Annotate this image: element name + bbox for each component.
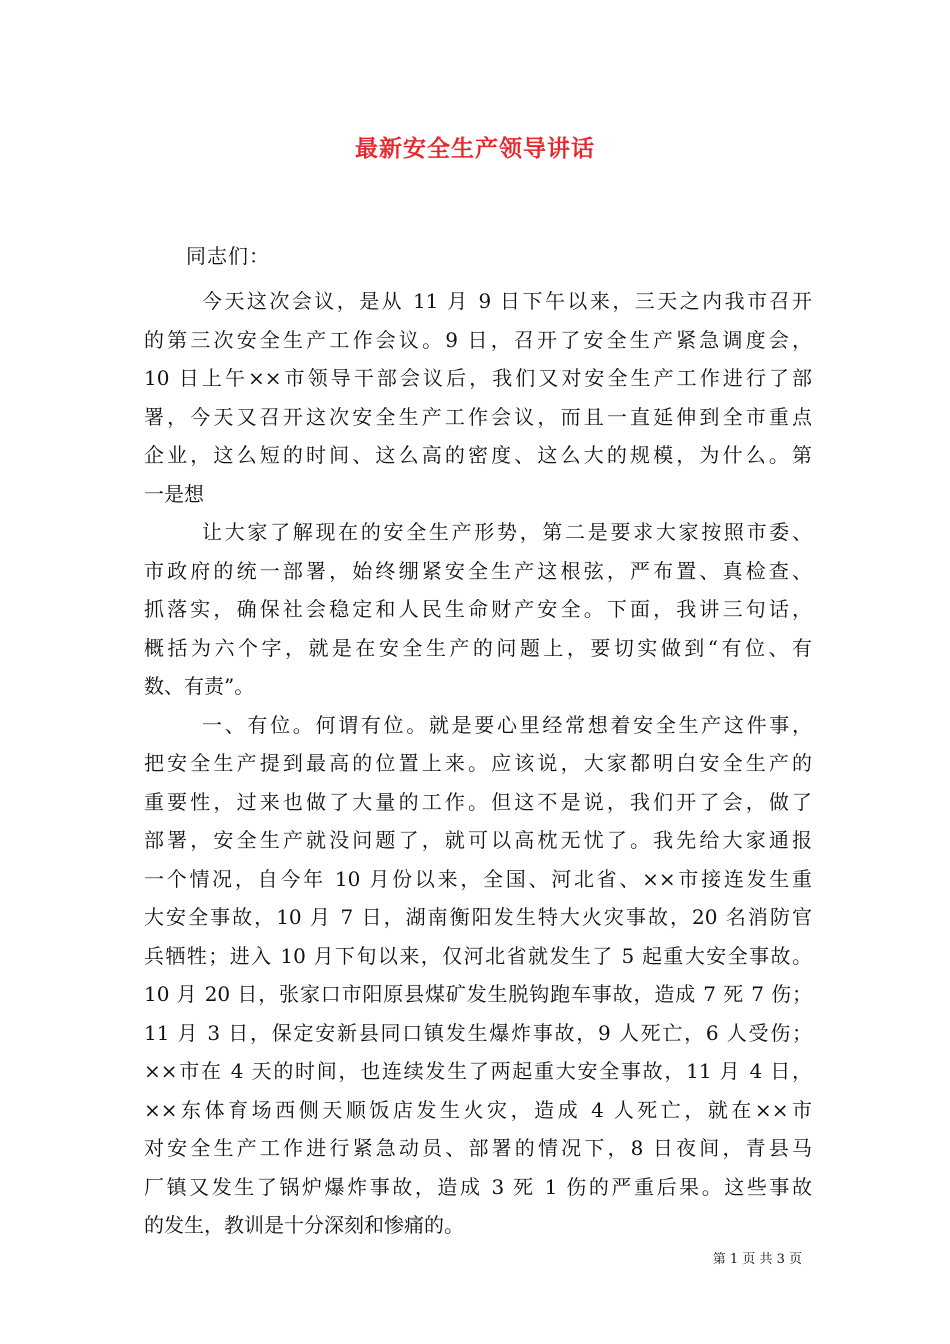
text-line: 重要性，过来也做了大量的工作。但这不是说，我们开了会，做了: [144, 789, 812, 814]
page-title: 最新安全生产领导讲话: [355, 135, 595, 162]
text-line: 企业，这么短的时间、这么高的密度、这么大的规模，为什么。第: [144, 443, 812, 467]
text-line: 的发生，教训是十分深刻和惨痛的。: [144, 1213, 464, 1237]
text-line: 一个情况，自今年 10 月份以来，全国、河北省、××市接连发生重: [144, 866, 812, 891]
body-text: [144, 282, 812, 1245]
text-line: 抓落实，确保社会稳定和人民生命财产安全。下面，我讲三句话，: [144, 597, 812, 621]
text-line: ××东体育场西侧天顺饭店发生火灾，造成 4 人死亡，就在××市: [144, 1097, 812, 1122]
text-line: 把安全生产提到最高的位置上来。应该说，大家都明白安全生产的: [144, 751, 812, 775]
text-line: 大安全事故，10 月 7 日，湖南衡阳发生特大火灾事故，20 名消防官: [144, 905, 812, 929]
text-line: 厂镇又发生了锅炉爆炸事故，造成 3 死 1 伤的严重后果。这些事故: [144, 1174, 812, 1199]
text-line: 署，今天又召开这次安全生产工作会议，而且一直延伸到全市重点: [144, 404, 812, 429]
text-line: 概括为六个字，就是在安全生产的问题上，要切实做到“有位、有: [144, 635, 812, 660]
text-line: 10 月 20 日，张家口市阳原县煤矿发生脱钩跑车事故，造成 7 死 7 伤；: [144, 982, 812, 1006]
text-line: 一、有位。何谓有位。就是要心里经常想着安全生产这件事，: [202, 712, 812, 737]
text-line: 一是想: [144, 481, 204, 506]
text-line: 对安全生产工作进行紧急动员、部署的情况下，8 日夜间，青县马: [144, 1136, 812, 1160]
text-line: ××市在 4 天的时间，也连续发生了两起重大安全事故，11 月 4 日，: [144, 1059, 812, 1083]
text-line: 数、有责”。: [144, 674, 255, 698]
text-line: 今天这次会议，是从 11 月 9 日下午以来，三天之内我市召开: [202, 289, 812, 313]
text-line: 让大家了解现在的安全生产形势，第二是要求大家按照市委、: [202, 520, 812, 544]
text-line: 的第三次安全生产工作会议。9 日，召开了安全生产紧急调度会，: [144, 327, 812, 352]
text-line: 兵牺牲；进入 10 月下旬以来，仅河北省就发生了 5 起重大安全事故。: [144, 943, 812, 968]
text-line: 11 月 3 日，保定安新县同口镇发生爆炸事故，9 人死亡，6 人受伤；: [144, 1020, 812, 1045]
text-line: 10 日上午××市领导干部会议后，我们又对安全生产工作进行了部: [144, 366, 812, 390]
text-line: 市政府的统一部署，始终绷紧安全生产这根弦，严布置、真检查、: [144, 558, 812, 583]
page-number: 第 1 页 共 3 页: [712, 1252, 802, 1267]
text-line: 部署，安全生产就没问题了，就可以高枕无忧了。我先给大家通报: [144, 828, 812, 852]
greeting: 同志们：: [186, 244, 270, 268]
